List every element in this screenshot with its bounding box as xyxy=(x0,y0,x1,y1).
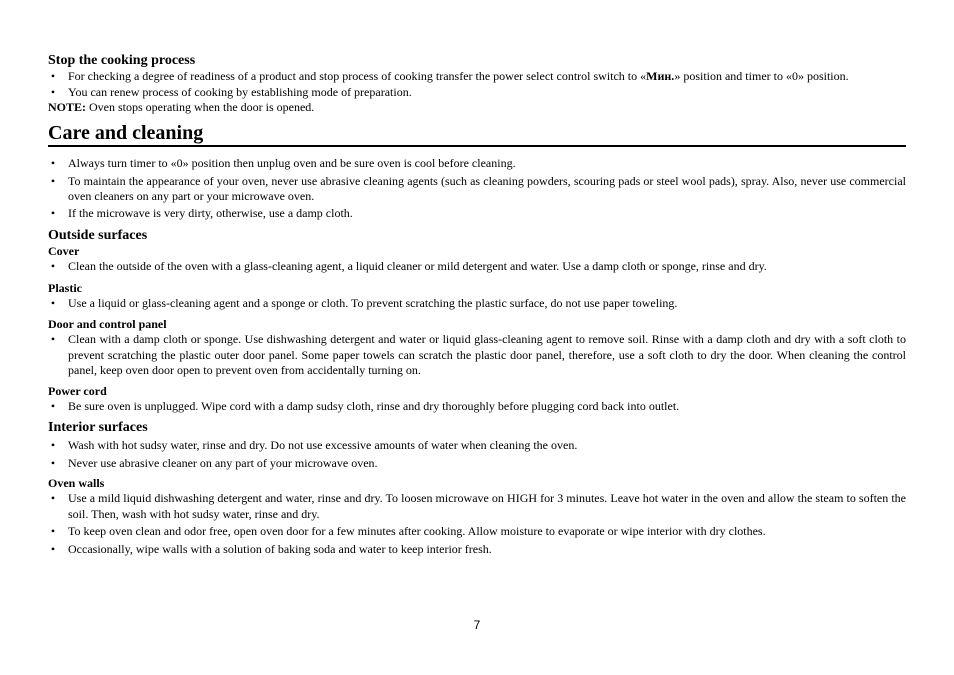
walls-list xyxy=(48,491,906,557)
bullet: • xyxy=(50,156,56,170)
bullet: • xyxy=(50,398,56,413)
door-list xyxy=(48,332,906,379)
care-list xyxy=(48,156,906,221)
bullet: • xyxy=(50,491,56,505)
bullet: • xyxy=(50,295,56,310)
item-text: To maintain the appearance of your oven, never use abrasive cleaning agents (such as cleaning powders, scouring pads or steel wool pads), spray. Also, never use commercial oven cleaners on any part or your microwave oven. xyxy=(68,173,906,203)
list-item xyxy=(48,332,906,379)
list-item xyxy=(48,438,906,454)
power-cord-heading: Power cord xyxy=(48,383,107,398)
cover-heading: Cover xyxy=(48,244,80,258)
stop-cooking-heading: Stop the cooking process xyxy=(48,53,196,68)
list-item xyxy=(48,174,906,205)
list-item xyxy=(48,524,906,540)
outside-surfaces-heading: Outside surfaces xyxy=(48,228,148,243)
item-text: Clean the outside of the oven with a glass-cleaning agent, a liquid cleaner or mild detergent and water. Use a damp cloth or sponge, rinse and dry. xyxy=(68,259,767,273)
care-cleaning-heading: Care and cleaning xyxy=(48,121,906,147)
bullet: • xyxy=(50,173,56,188)
plastic-list xyxy=(48,296,906,312)
bullet: • xyxy=(50,455,56,470)
item-text: Wash with hot sudsy water, rinse and dry. Do not use excessive amounts of water when cleaning the oven. xyxy=(68,438,578,452)
cord-list xyxy=(48,399,906,415)
note-label: NOTE: xyxy=(48,100,87,114)
bullet: • xyxy=(50,438,56,452)
list-item xyxy=(48,542,906,558)
note-text: Oven stops operating when the door is opened. xyxy=(86,100,315,114)
bullet: • xyxy=(50,524,56,538)
bullet: • xyxy=(50,259,56,273)
bullet: • xyxy=(50,541,56,556)
cover-list xyxy=(48,259,906,275)
item-text: Be sure oven is unplugged. Wipe cord with a damp sudsy cloth, rinse and dry thoroughly before plugging cord back into outlet. xyxy=(68,398,680,413)
item-text: Use a liquid or glass-cleaning agent and a sponge or cloth. To prevent scratching the plastic surface, do not use paper toweling. xyxy=(68,295,678,310)
list-item xyxy=(48,456,906,472)
item-bold-text: Мин. xyxy=(646,69,675,83)
item-text: » position and timer to «0» position. xyxy=(674,69,849,83)
oven-walls-heading: Oven walls xyxy=(48,476,105,490)
interior-list xyxy=(48,438,906,471)
list-item xyxy=(48,206,906,222)
manual-page xyxy=(48,52,906,557)
bullet: • xyxy=(50,332,56,346)
item-text: For checking a degree of readiness of a product and stop process of cooking transfer the power select control switch to « xyxy=(68,69,647,83)
list-item xyxy=(48,491,906,522)
list-item xyxy=(48,259,906,275)
note xyxy=(48,100,906,115)
item-text: Always turn timer to «0» position then unplug oven and be sure oven is cool before cleaning. xyxy=(68,156,516,170)
list-item xyxy=(48,69,906,85)
list-item xyxy=(48,156,906,172)
item-text: If the microwave is very dirty, otherwise, use a damp cloth. xyxy=(68,205,353,220)
page-number: 7 xyxy=(473,618,481,632)
list-item xyxy=(48,399,906,415)
stop-cooking-list xyxy=(48,69,906,100)
bullet: • xyxy=(50,205,56,220)
item-text: To keep oven clean and odor free, open oven door for a few minutes after cooking. Allow moisture to evaporate or wipe interior with dry clothes. xyxy=(68,524,766,538)
item-text: You can renew process of cooking by establishing mode of preparation. xyxy=(68,84,412,99)
bullet: • xyxy=(50,84,56,99)
bullet: • xyxy=(50,69,56,83)
item-text: Never use abrasive cleaner on any part of your microwave oven. xyxy=(68,455,378,470)
list-item xyxy=(48,85,906,101)
item-text: Occasionally, wipe walls with a solution of baking soda and water to keep interior fresh. xyxy=(68,541,492,556)
door-panel-heading: Door and control panel xyxy=(48,317,167,331)
interior-surfaces-heading: Interior surfaces xyxy=(48,420,148,435)
plastic-heading: Plastic xyxy=(48,280,82,295)
item-text: Clean with a damp cloth or sponge. Use dishwashing detergent and water or liquid glass-cleaning agent to remove soil. Rinse with a damp cloth and dry with a soft cloth to prevent scratching the plastic outer door panel. Some paper towels can scratch the plastic door panel, therefore, use a soft cloth to dry the door. When cleaning the control panel, keep oven door open to prevent oven from accidentally turning on. xyxy=(68,332,906,377)
list-item xyxy=(48,296,906,312)
item-text: Use a mild liquid dishwashing detergent and water, rinse and dry. To loosen microwave on HIGH for 3 minutes. Leave hot water in the oven and allow the steam to soften the soil. Then, wash with hot sudsy water, rinse and dry. xyxy=(68,491,906,521)
